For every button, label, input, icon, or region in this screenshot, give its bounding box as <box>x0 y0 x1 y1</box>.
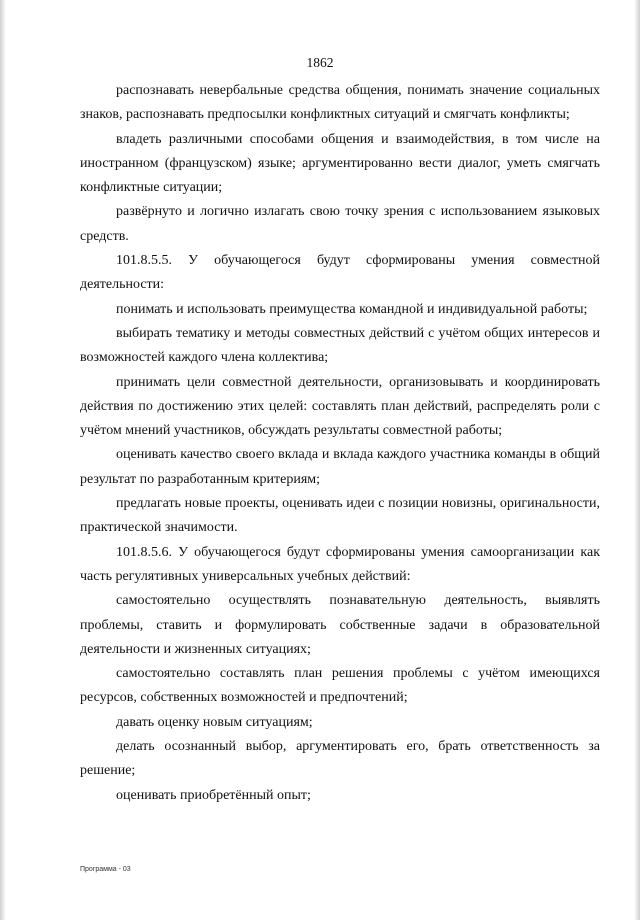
paragraph: понимать и использовать преимущества командной и индивидуальной работы; <box>116 301 588 317</box>
document-body <box>80 79 600 808</box>
paragraph: развёрнуто и логично излагать свою точку зрения с использованием языковых средств. <box>80 204 600 244</box>
footer-program-label: Программа - 03 <box>80 866 131 873</box>
section-heading-paragraph: 101.8.5.6. У обучающегося будут сформированы умения самоорганизации как часть регулятивных универсальных учебных действий: <box>80 544 600 584</box>
section-heading-paragraph: 101.8.5.5. У обучающегося будут сформированы умения совместной деятельности: <box>80 253 600 293</box>
paragraph: самостоятельно составлять план решения проблемы с учётом имеющихся ресурсов, собственных возможностей и предпочтений; <box>80 666 600 706</box>
paragraph: оценивать качество своего вклада и вклада каждого участника команды в общий результат по разработанным критериям; <box>80 447 600 487</box>
scan-edge-right <box>634 0 640 920</box>
paragraph: делать осознанный выбор, аргументировать его, брать ответственность за решение; <box>80 739 600 779</box>
paragraph: распознавать невербальные средства общения, понимать значение социальных знаков, распознавать предпосылки конфликтных ситуаций и смягчать конфликты; <box>80 83 600 123</box>
paragraph: самостоятельно осуществлять познавательную деятельность, выявлять проблемы, ставить и формулировать собственные задачи в образовательной деятельности и жизненных ситуациях; <box>80 593 600 657</box>
paragraph: предлагать новые проекты, оценивать идеи с позиции новизны, оригинальности, практической значимости. <box>80 496 600 536</box>
paragraph: оценивать приобретённый опыт; <box>116 787 311 803</box>
paragraph: выбирать тематику и методы совместных действий с учётом общих интересов и возможностей каждого члена коллектива; <box>80 325 600 366</box>
paragraph: владеть различными способами общения и взаимодействия, в том числе на иностранном (французском) языке; аргументированно вести диалог, уметь смягчать конфликтные ситуации; <box>80 131 600 196</box>
page-number: 1862 <box>306 55 334 70</box>
scan-edge-left <box>0 0 6 920</box>
paragraph: принимать цели совместной деятельности, организовывать и координировать действия по достижению этих целей: составлять план действий, распределять роли с учётом мнений участников, обсуждать результаты совместной работы; <box>80 374 600 439</box>
paragraph: давать оценку новым ситуациям; <box>116 714 313 730</box>
